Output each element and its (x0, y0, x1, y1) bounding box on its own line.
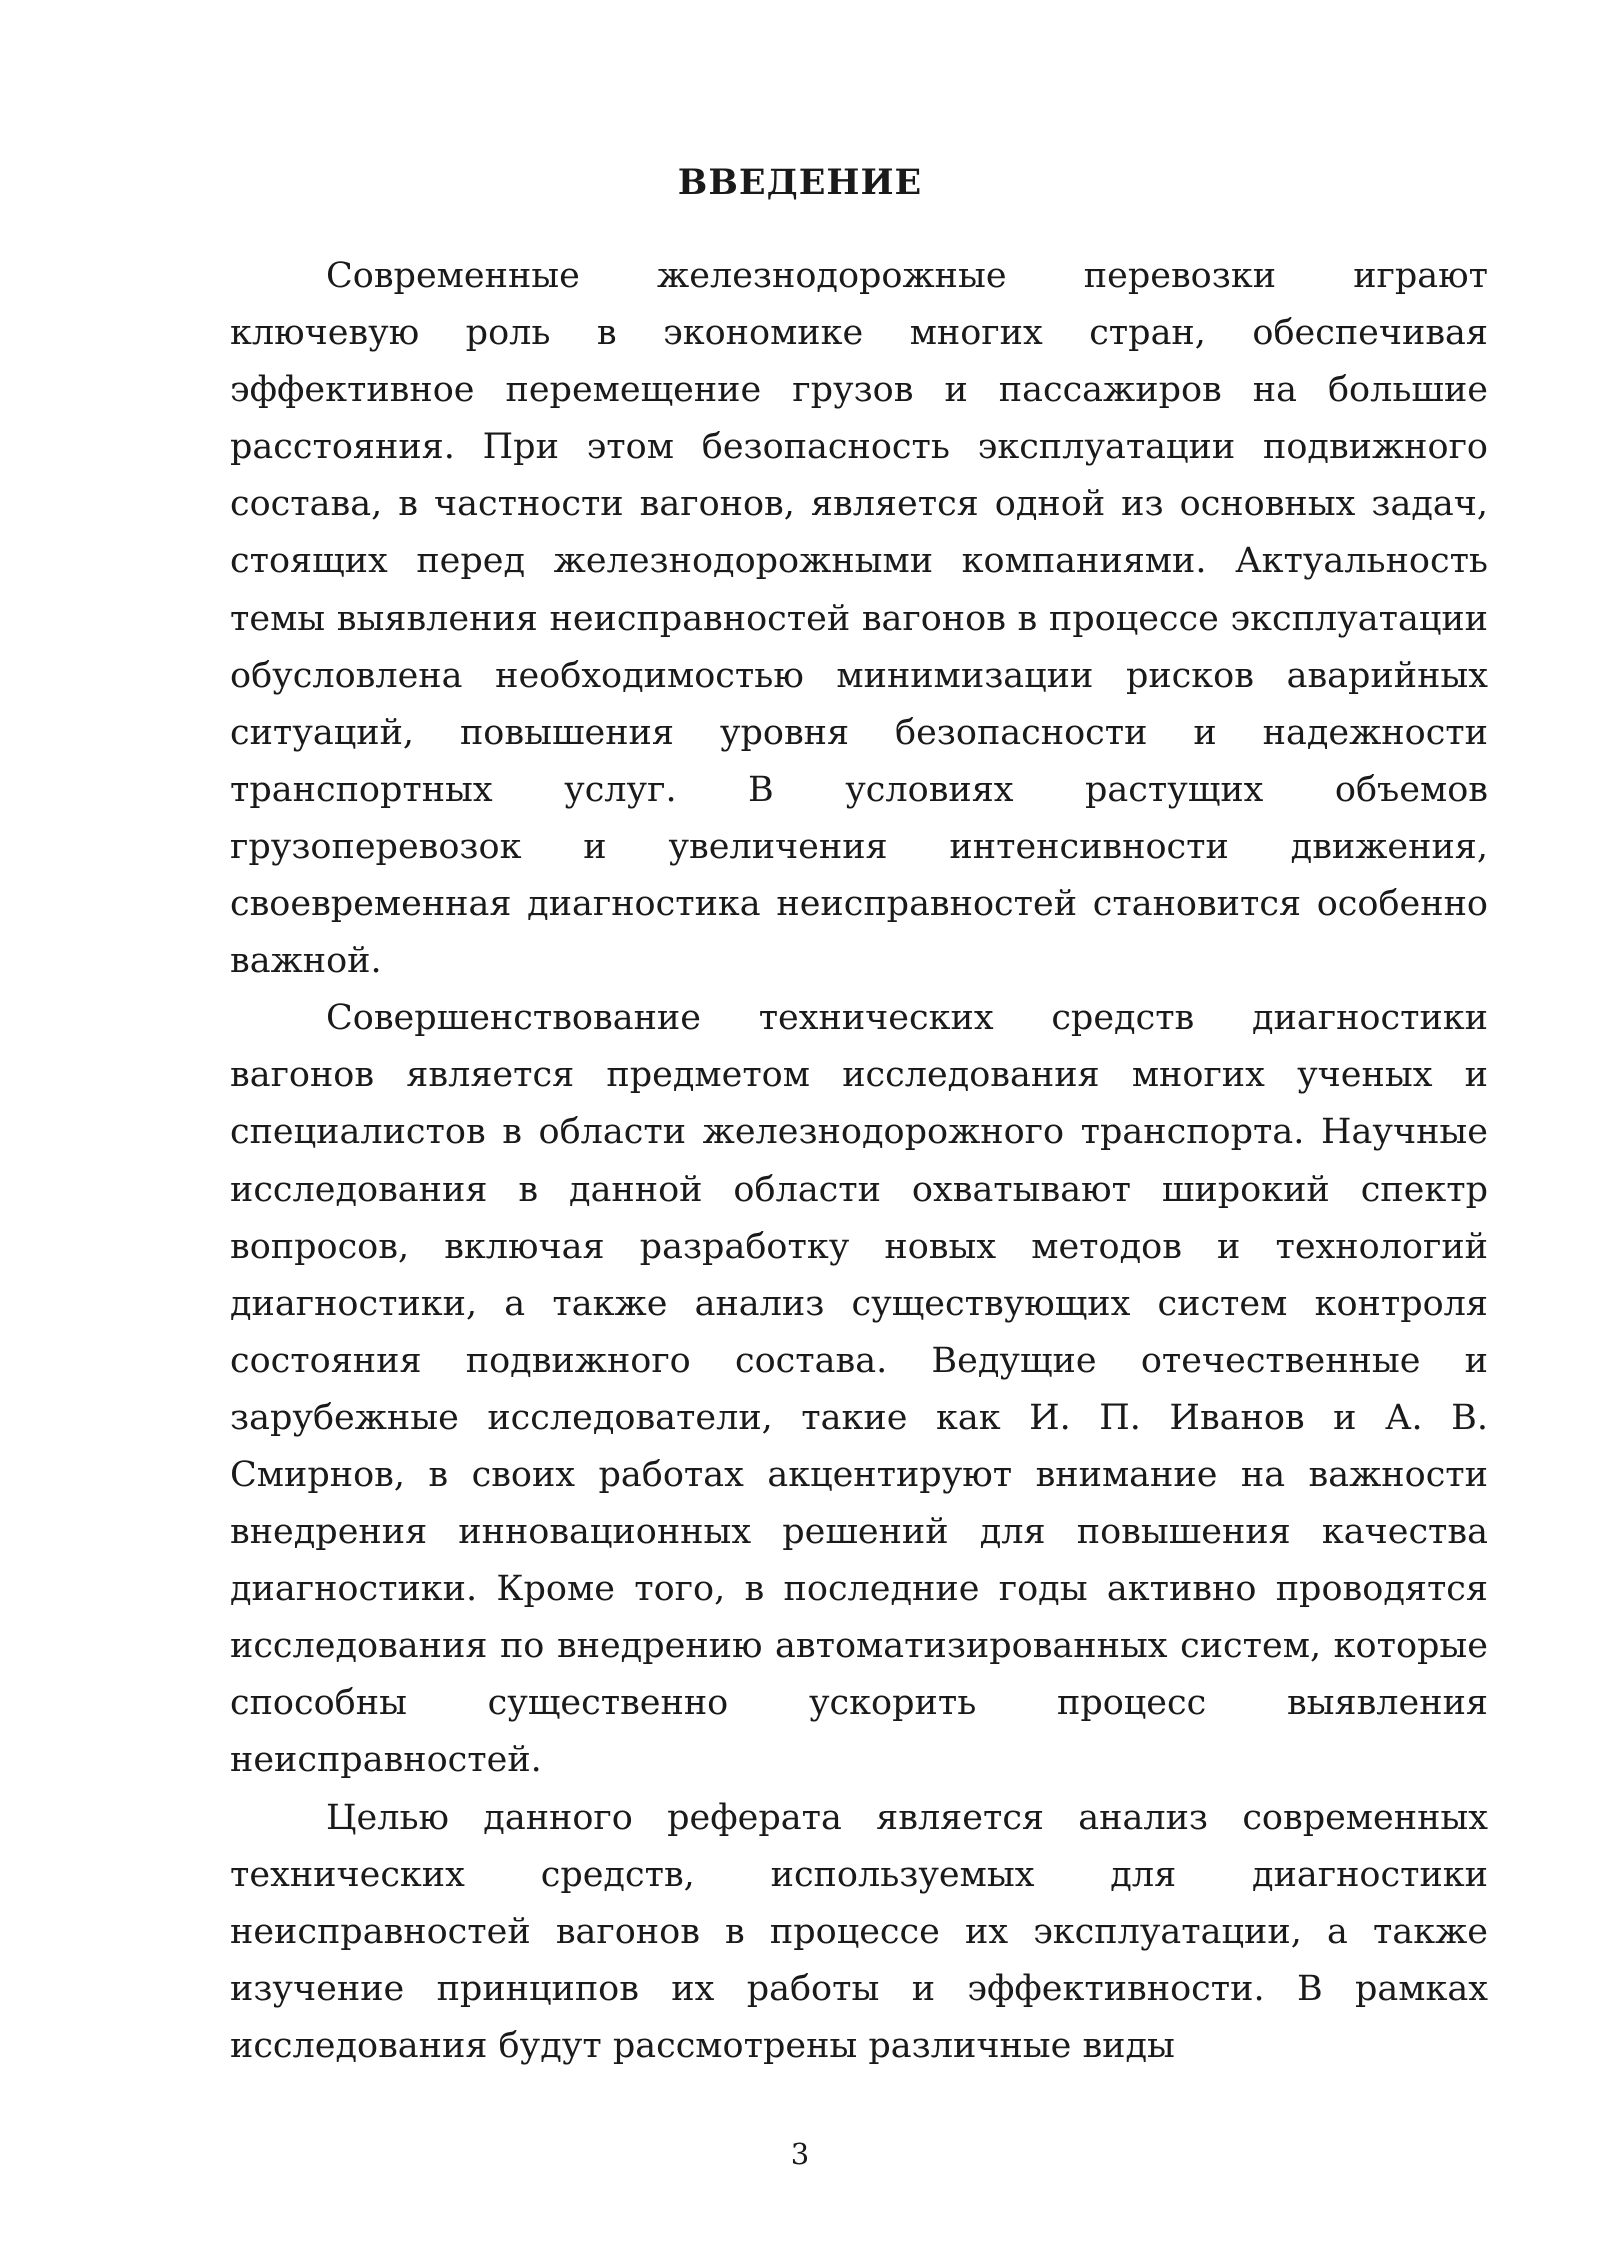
page-number: 3 (790, 2137, 810, 2171)
paragraph-3: Целью данного реферата является анализ современных технических средств, используемых для диагностики неисправностей вагонов в процессе их эксплуатации, а также изучение принципов их работы и эффективности. В рамках исследования будут рассмотрены различные виды (230, 1797, 1488, 2066)
document-body (230, 248, 1488, 2075)
section-heading: ВВЕДЕНИЕ (677, 162, 923, 203)
paragraph-2: Совершенствование технических средств диагностики вагонов является предметом исследования многих ученых и специалистов в области железнодорожного транспорта. Научные исследования в данной области охватывают широкий спектр вопросов, включая разработку новых методов и технологий диагностики, а также анализ существующих систем контроля состояния подвижного состава. Ведущие отечественные и зарубежные исследователи, такие как И. П. Иванов и А. В. Смирнов, в своих работах акцентируют внимание на важности внедрения инновационных решений для повышения качества диагностики. Кроме того, в последние годы активно проводятся исследования по внедрению автоматизированных систем, которые способны существенно ускорить процесс выявления неисправностей. (230, 998, 1488, 1781)
paragraph-1: Современные железнодорожные перевозки играют ключевую роль в экономике многих стран, обеспечивая эффективное перемещение грузов и пассажиров на большие расстояния. При этом безопасность эксплуатации подвижного состава, в частности вагонов, является одной из основных задач, стоящих перед железнодорожными компаниями. Актуальность темы выявления неисправностей вагонов в процессе эксплуатации обусловлена необходимостью минимизации рисков аварийных ситуаций, повышения уровня безопасности и надежности транспортных услуг. В условиях растущих объемов грузоперевозок и увеличения интенсивности движения, своевременная диагностика неисправностей становится особенно важной. (230, 256, 1488, 982)
